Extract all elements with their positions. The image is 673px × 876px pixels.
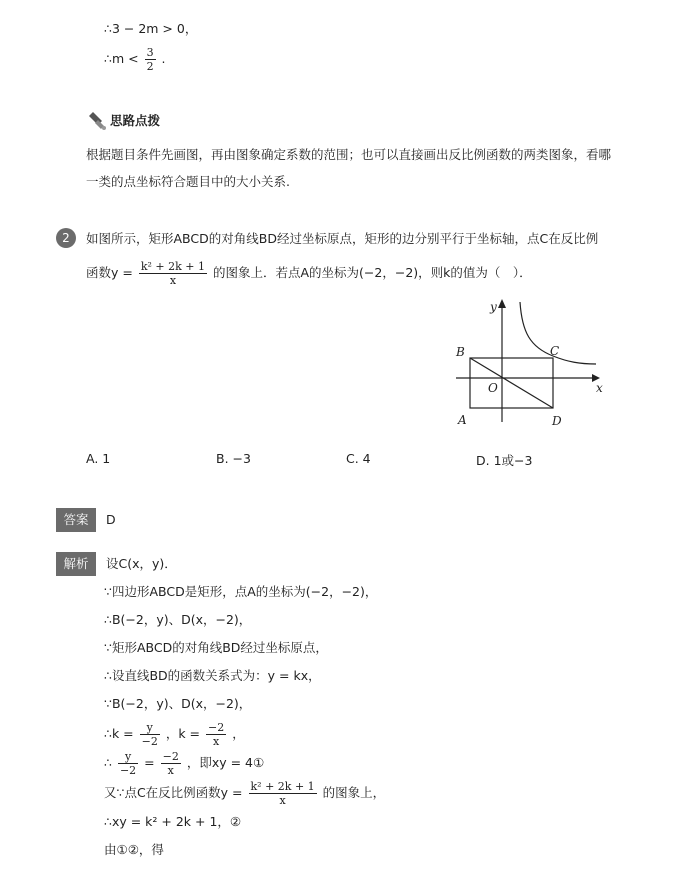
option-c[interactable]: C. 4 bbox=[346, 451, 371, 466]
analysis-line-10: ∴xy = k² + 2k + 1，② bbox=[104, 814, 242, 829]
prev-line-2-prefix: ∴m < bbox=[104, 51, 139, 66]
fraction-numerator: k² + 2k + 1 bbox=[250, 780, 315, 793]
fraction-neg2-over-x bbox=[206, 721, 226, 748]
fraction-numerator: −2 bbox=[162, 750, 179, 763]
question-func-prefix: 函数y = bbox=[86, 265, 133, 280]
fraction-numerator: 3 bbox=[146, 46, 154, 59]
analysis-line-8 bbox=[104, 750, 264, 777]
fraction-neg2-over-x bbox=[161, 750, 181, 777]
question-number-badge: 2 bbox=[56, 228, 76, 248]
question-text-line-2 bbox=[86, 260, 532, 287]
analysis-line-11: 由①②，得 bbox=[104, 842, 164, 857]
analysis-line-2: ∵四边形ABCD是矩形，点A的坐标为(−2，−2)， bbox=[104, 584, 378, 599]
label-y: y bbox=[490, 300, 497, 314]
fraction-denominator: −2 bbox=[141, 735, 158, 748]
label-x: x bbox=[596, 381, 603, 395]
question-func-fraction bbox=[139, 260, 207, 287]
label-o: O bbox=[488, 381, 498, 395]
analysis-l9-prefix: 又∵点C在反比例函数y = bbox=[104, 785, 243, 800]
analysis-line-6: ∵B(−2，y)、D(x，−2)， bbox=[104, 696, 252, 711]
coordinate-figure bbox=[450, 292, 610, 432]
analysis-l7-mid: ，k = bbox=[165, 726, 201, 741]
analysis-line-1: 设C(x，y)． bbox=[106, 556, 177, 571]
analysis-line-9 bbox=[104, 780, 385, 807]
fraction-denominator: x bbox=[169, 274, 177, 287]
analysis-line-7 bbox=[104, 721, 245, 748]
analysis-l7-suffix: ， bbox=[232, 726, 245, 741]
analysis-l9-suffix: 的图象上， bbox=[322, 785, 386, 800]
option-a[interactable]: A. 1 bbox=[86, 451, 111, 466]
fraction-y-over-neg2 bbox=[140, 721, 160, 748]
fraction-y-over-neg2 bbox=[118, 750, 138, 777]
fraction-numerator: y bbox=[140, 721, 160, 735]
analysis-line-5: ∴设直线BD的函数关系式为：y = kx， bbox=[104, 668, 321, 683]
option-d[interactable]: D. 1或−3 bbox=[476, 453, 533, 468]
prev-line-2-suffix: . bbox=[161, 51, 166, 66]
pen-icon bbox=[86, 108, 108, 132]
analysis-l7-prefix: ∴k = bbox=[104, 726, 134, 741]
hint-text-line-1: 根据题目条件先画图，再由图象确定系数的范围；也可以直接画出反比例函数的两类图象，看哪 bbox=[86, 147, 612, 162]
answer-tag: 答案 bbox=[56, 508, 96, 532]
analysis-l8-mid: = bbox=[144, 755, 155, 770]
label-b: B bbox=[456, 345, 465, 359]
prev-line-1: ∴3 − 2m > 0， bbox=[104, 21, 198, 36]
question-func-suffix: 的图象上．若点A的坐标为(−2，−2)，则k的值为（ ）． bbox=[213, 265, 532, 280]
analysis-tag: 解析 bbox=[56, 552, 96, 576]
hint-title: 思路点拨 bbox=[110, 113, 161, 128]
fraction-numerator: y bbox=[118, 750, 138, 764]
option-b[interactable]: B. −3 bbox=[216, 451, 251, 466]
label-d: D bbox=[552, 414, 562, 428]
fraction-numerator: k² + 2k + 1 bbox=[140, 260, 206, 273]
fraction-denominator: 2 bbox=[146, 60, 154, 73]
fraction-denominator: x bbox=[167, 764, 174, 777]
fraction-k-poly-over-x bbox=[249, 780, 317, 807]
diagonal-bd bbox=[470, 358, 553, 408]
fraction-denominator: x bbox=[279, 794, 286, 807]
fraction-numerator: −2 bbox=[208, 721, 225, 734]
analysis-line-4: ∵矩形ABCD的对角线BD经过坐标原点， bbox=[104, 640, 328, 655]
label-c: C bbox=[550, 344, 560, 358]
answer-value: D bbox=[106, 512, 116, 527]
analysis-l8-prefix: ∴ bbox=[104, 755, 112, 770]
label-a: A bbox=[458, 413, 467, 427]
y-axis-arrow bbox=[498, 299, 506, 308]
analysis-l8-suffix: ，即xy = 4① bbox=[186, 755, 265, 770]
fraction-denominator: −2 bbox=[119, 764, 137, 777]
question-text-line-1: 如图所示，矩形ABCD的对角线BD经过坐标原点，矩形的边分别平行于坐标轴，点C在反比例 bbox=[86, 231, 599, 246]
prev-line-2 bbox=[104, 46, 166, 73]
fraction-three-halves bbox=[145, 46, 156, 73]
fraction-denominator: x bbox=[213, 735, 220, 748]
hint-text-line-2: 一类的点坐标符合题目中的大小关系. bbox=[86, 174, 290, 189]
analysis-line-3: ∴B(−2，y)、D(x，−2)， bbox=[104, 612, 252, 627]
